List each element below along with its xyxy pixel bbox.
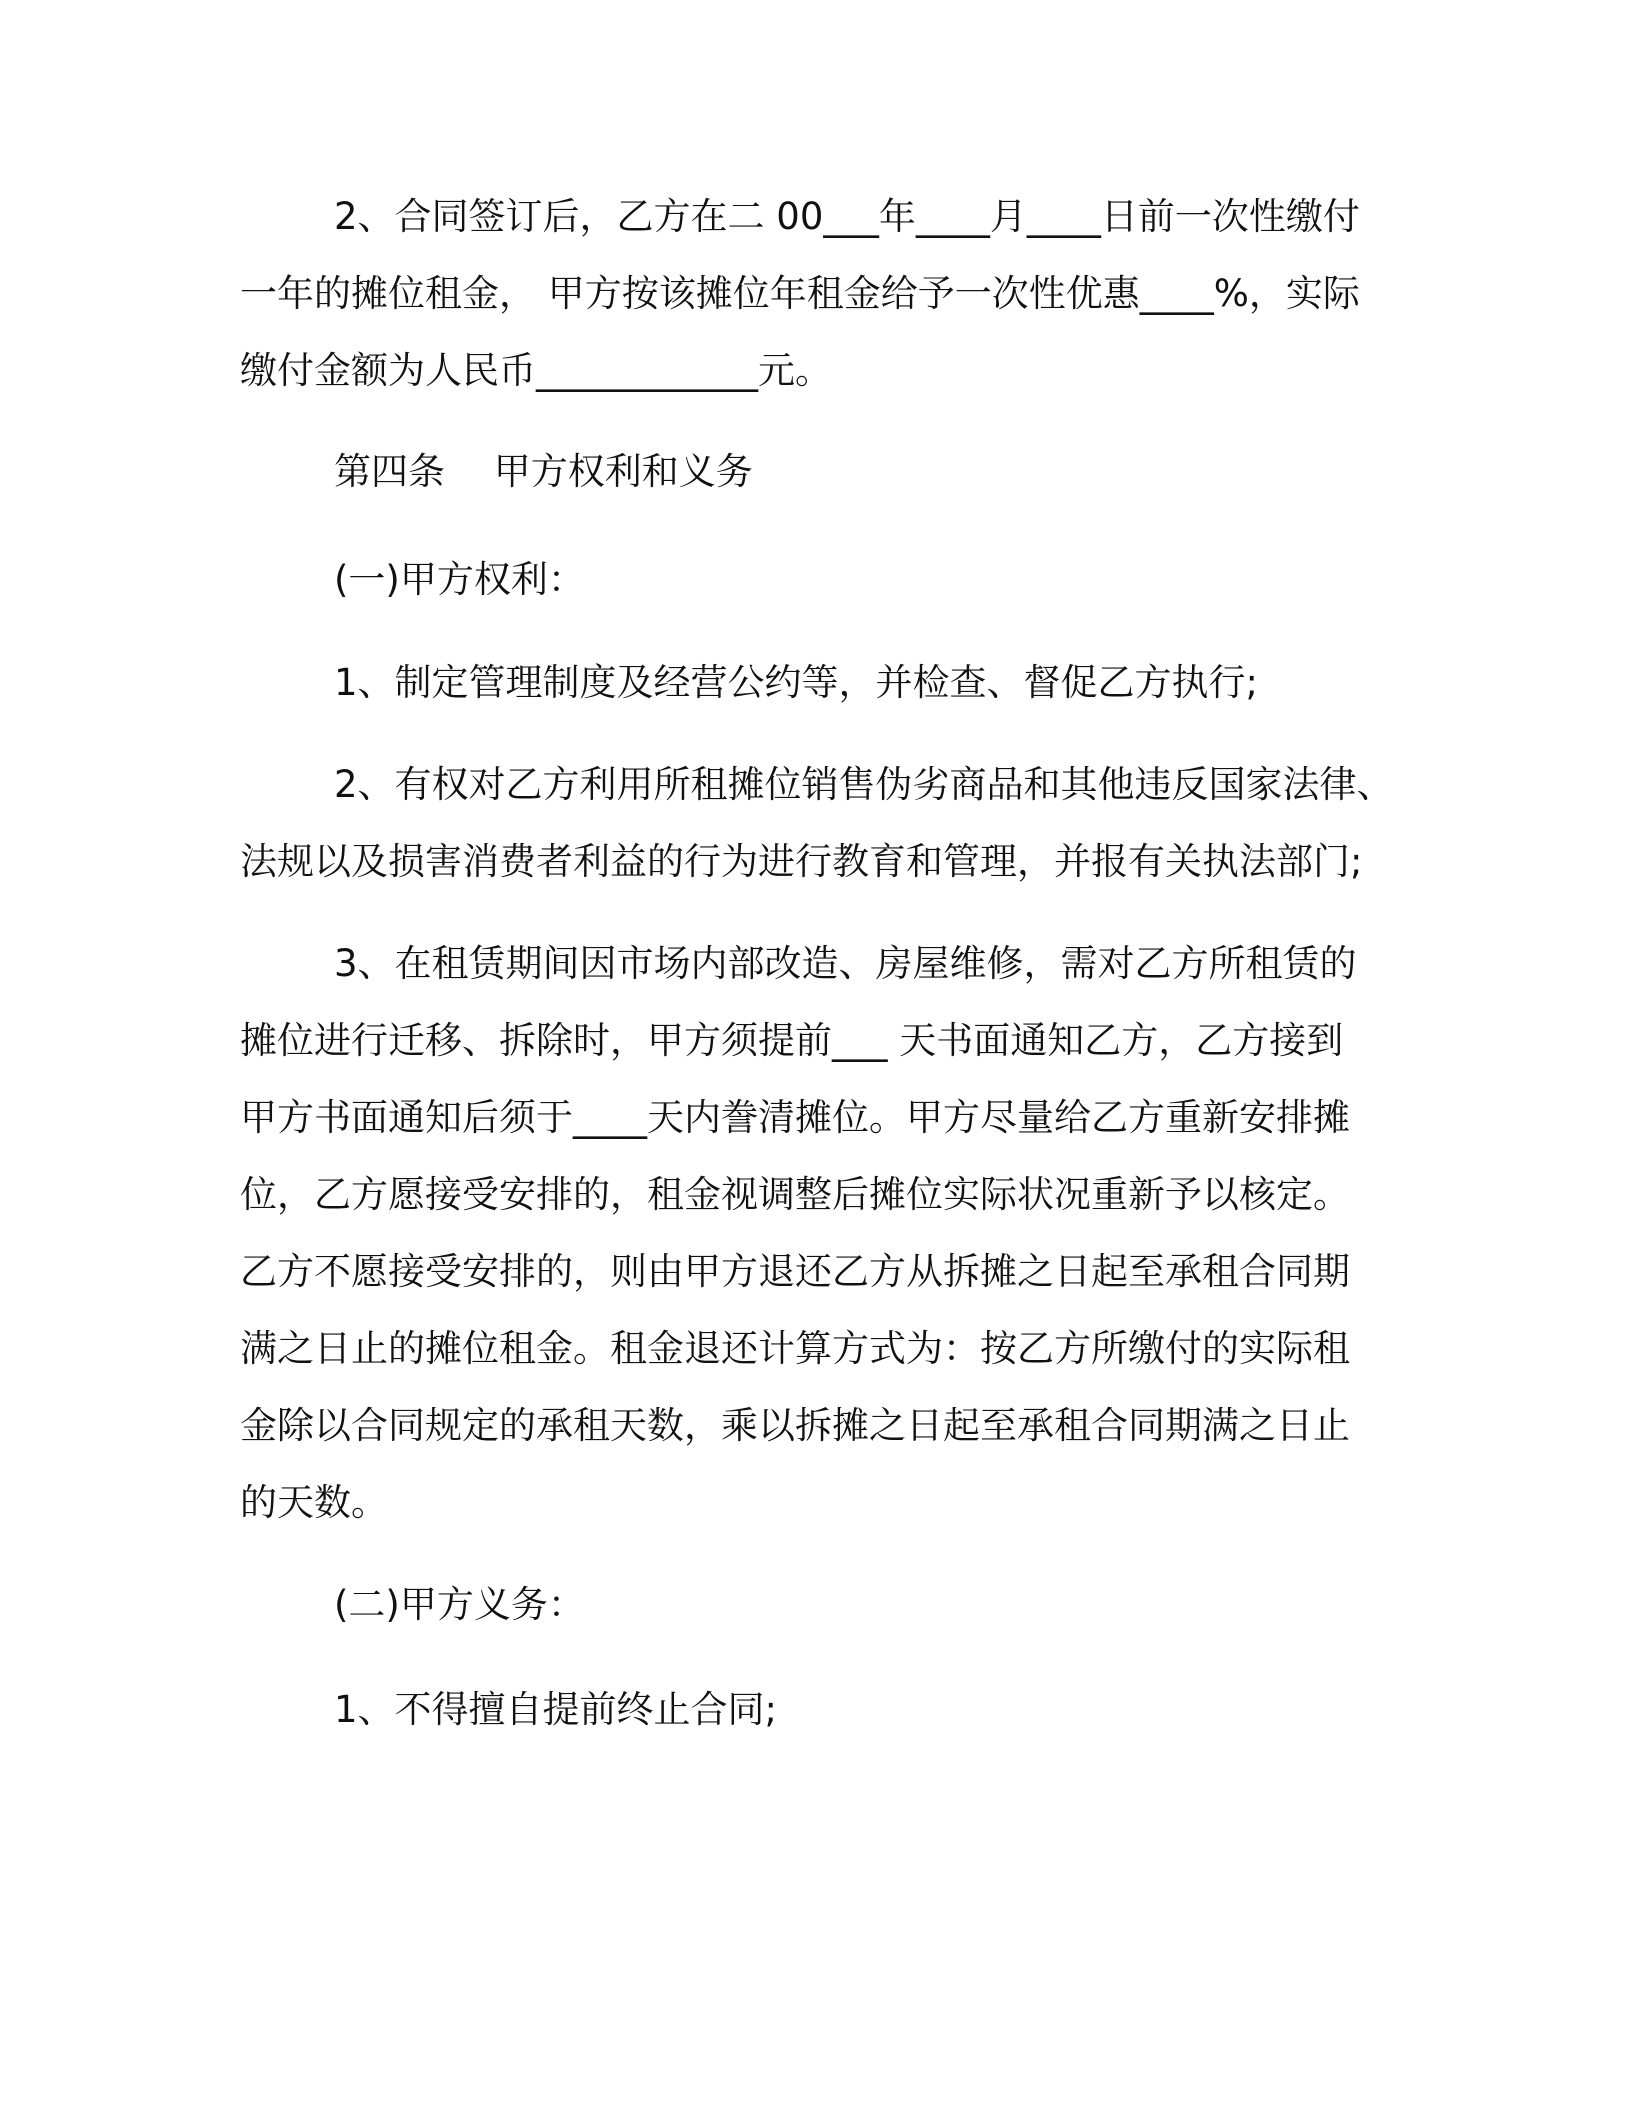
paragraph-payment-clause [240,178,1380,409]
subsection-title: (二)甲方义务： [334,1583,585,1626]
text-line: 法规以及损害消费者利益的行为进行教育和管理，并报有关执法部门; [240,840,1363,883]
text-line: 2、有权对乙方利用所租摊位销售伪劣商品和其他违反国家法律、 [334,763,1394,806]
section-title: 第四条 甲方权利和义务 [334,450,753,493]
text-line: 3、在租赁期间因市场内部改造、房屋维修，需对乙方所租赁的 [334,942,1357,985]
text-line: 1、制定管理制度及经营公约等，并检查、督促乙方执行; [334,661,1259,704]
right-item-1 [240,644,1380,721]
right-item-2 [240,746,1394,900]
obligation-item-1 [240,1671,1380,1748]
subsection-title: (一)甲方权利： [334,558,585,601]
text-line: 一年的摊位租金， 甲方按该摊位年租金给予一次性优惠____%，实际 [240,272,1360,315]
text-line: 摊位进行迁移、拆除时，甲方须提前___ 天书面通知乙方，乙方接到 [240,1019,1344,1062]
rights-subheading [240,541,1380,618]
text-line: 乙方不愿接受安排的，则由甲方退还乙方从拆摊之日起至承租合同期 [240,1250,1350,1293]
text-line: 2、合同签订后，乙方在二 00___年____月____日前一次性缴付 [334,195,1360,238]
text-line: 的天数。 [240,1481,388,1524]
obligations-subheading [240,1566,1380,1643]
text-line: 金除以合同规定的承租天数，乘以拆摊之日起至承租合同期满之日止 [240,1404,1350,1447]
right-item-3 [240,925,1380,1541]
text-line: 1、不得擅自提前终止合同; [334,1688,778,1731]
text-line: 位，乙方愿接受安排的，租金视调整后摊位实际状况重新予以核定。 [240,1173,1350,1216]
text-line: 满之日止的摊位租金。租金退还计算方式为：按乙方所缴付的实际租 [240,1327,1350,1370]
text-line: 缴付金额为人民币____________元。 [240,349,832,392]
article-heading [240,433,1380,510]
text-line: 甲方书面通知后须于____天内誊清摊位。甲方尽量给乙方重新安排摊 [240,1096,1350,1139]
